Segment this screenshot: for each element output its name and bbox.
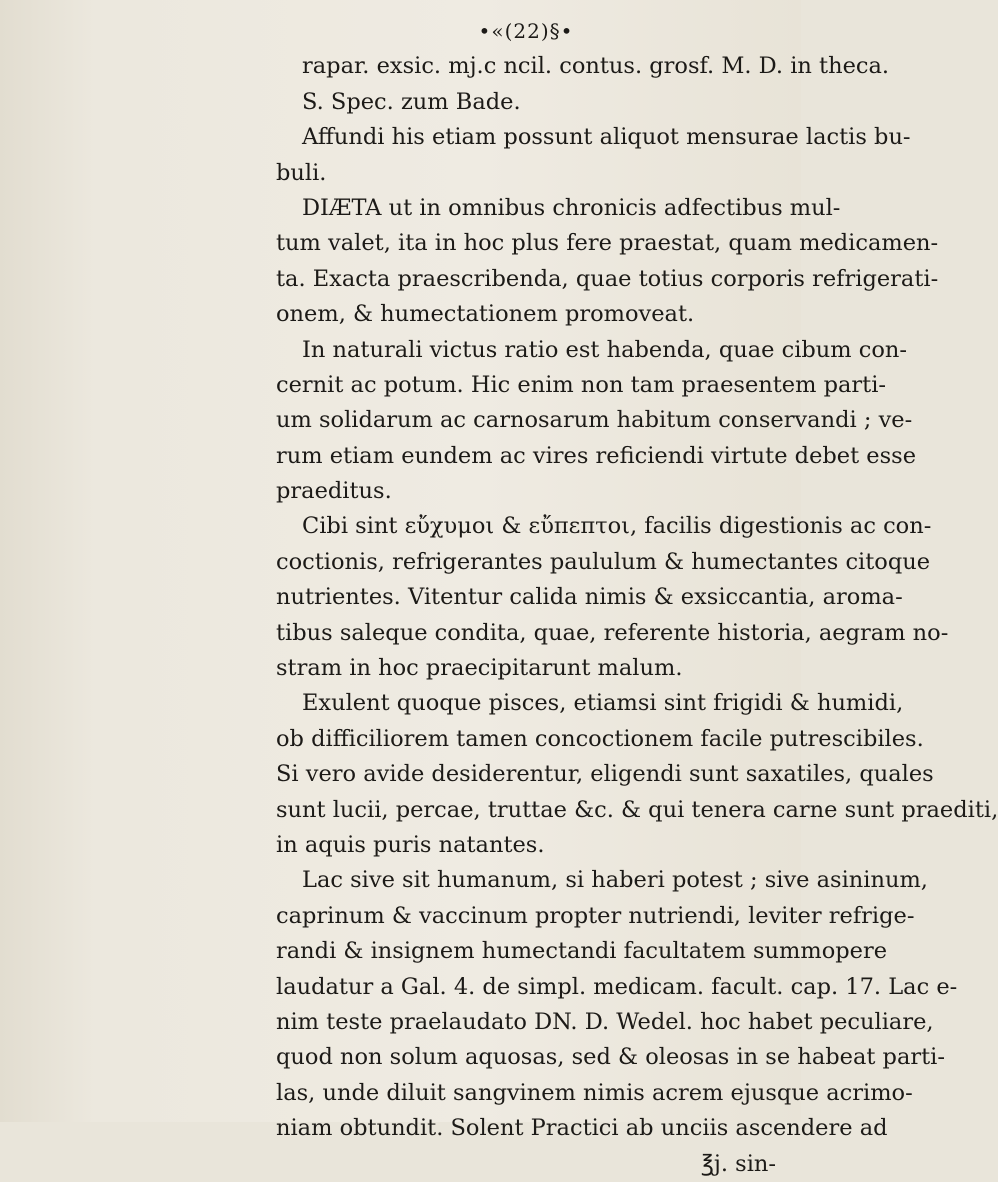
text-line: S. Spec. zum Bade. [302, 88, 521, 115]
text-line: rapar. exsic. mj.c ncil. contus. grosf. M. D. in theca. [302, 53, 890, 80]
text-line: praeditus. [276, 478, 392, 505]
text-line: caprinum & vaccinum propter nutriendi, leviter refrige- [276, 902, 915, 929]
text-line: Si vero avide desiderentur, eligendi sunt saxatiles, quales [276, 761, 934, 788]
text-line: quod non solum aquosas, sed & oleosas in se habeat parti- [276, 1044, 945, 1071]
text-line: cernit ac potum. Hic enim non tam praesentem parti- [276, 371, 887, 398]
text-line: in aquis puris natantes. [276, 831, 545, 858]
text-line: Exulent quoque pisces, etiamsi sint frigidi & humidi, [302, 690, 904, 717]
text-line: sunt lucii, percae, truttae &c. & qui tenera carne sunt praediti, [276, 796, 998, 823]
text-line: rum etiam eundem ac vires reficiendi virtute debet esse [276, 442, 917, 469]
text-line: nutrientes. Vitentur calida nimis & exsiccantia, aroma- [276, 584, 903, 611]
text-line: onem, & humectationem promoveat. [276, 301, 695, 328]
text-line: um solidarum ac carnosarum habitum conservandi ; ve- [276, 407, 913, 434]
text-line: In naturali victus ratio est habenda, quae cibum con- [302, 336, 908, 363]
text-line: ta. Exacta praescribenda, quae totius corporis refrigerati- [276, 265, 939, 292]
text-line: ob difficiliorem tamen concoctionem facile putrescibiles. [276, 725, 924, 752]
text-line: randi & insignem humectandi facultatem summopere [276, 938, 888, 965]
text-line: buli. [276, 159, 327, 186]
text-line: coctionis, refrigerantes paululum & humectantes citoque [276, 548, 931, 575]
text-line: laudatur a Gal. 4. de simpl. medicam. facult. cap. 17. Lac e- [276, 973, 958, 1000]
text-line: Affundi his etiam possunt aliquot mensurae lactis bu- [302, 124, 911, 151]
text-line: niam obtundit. Solent Practici ab unciis ascendere ad [276, 1115, 888, 1142]
text-line: Lac sive sit humanum, si haberi potest ; sive asininum, [302, 867, 928, 894]
page-number-header: •«(22)§• [478, 19, 574, 43]
text-line: tibus saleque condita, quae, referente historia, aegram no- [276, 619, 949, 646]
text-line: Cibi sint εὔχυμοι & εὔπεπτοι, facilis digestionis ac con- [302, 513, 932, 540]
text-line: DIÆTA ut in omnibus chronicis adfectibus mul- [302, 194, 841, 221]
text-line: tum valet, ita in hoc plus fere praestat, quam medicamen- [276, 230, 939, 257]
text-line: nim teste praelaudato DN. D. Wedel. hoc habet peculiare, [276, 1008, 934, 1035]
text-line: stram in hoc praecipitarunt malum. [276, 655, 683, 682]
catchword: ℥j. sin- [700, 1150, 776, 1177]
page-text [276, 14, 998, 1182]
text-line: las, unde diluit sangvinem nimis acrem ejusque acrimo- [276, 1079, 913, 1106]
